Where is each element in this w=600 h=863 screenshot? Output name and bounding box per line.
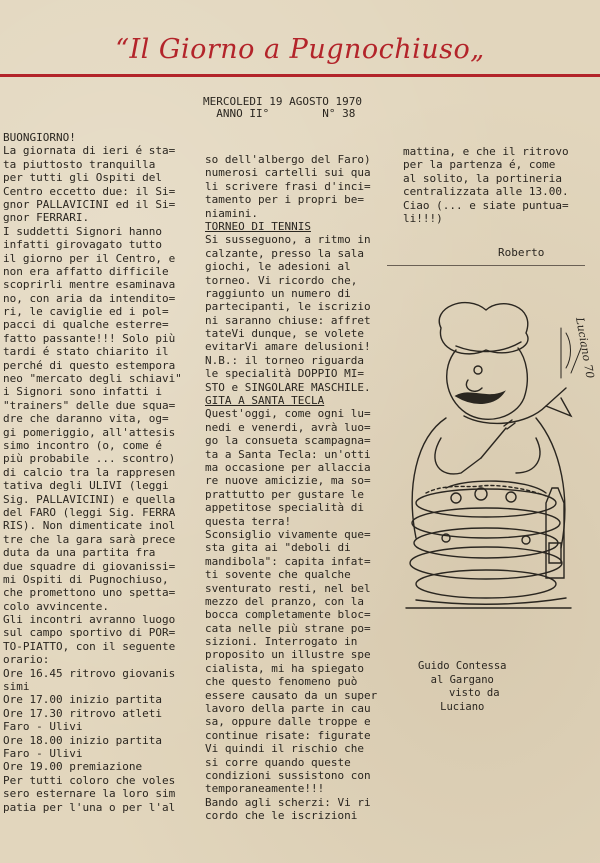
text-line: al solito, la portineria [403, 171, 562, 185]
text-line: ti sovente che qualche [205, 568, 351, 582]
text-line: go la consueta scampagna= [205, 434, 371, 448]
text-line: tardi é stato chiarito il [3, 345, 169, 359]
text-line: so dell'albergo del Faro) [205, 153, 371, 166]
text-line: dre che daranno vita, og= [3, 412, 169, 426]
text-line: due squadre di giovanissi= [3, 559, 176, 573]
text-line: li scrivere frasi d'inci= [205, 179, 371, 193]
text-line: le specialità DOPPIO MI= [205, 367, 364, 381]
text-line: La giornata di ieri é sta= [3, 144, 176, 158]
text-line: Quest'oggi, come ogni lu= [205, 407, 371, 421]
text-line: ta a Santa Tecla: un'otti [205, 447, 371, 461]
text-line: gnor PALLAVICINI ed il Si= [3, 197, 176, 211]
text-line: partecipanti, le iscrizio [205, 300, 371, 314]
dateline [203, 96, 362, 120]
text-line: Bando agli scherzi: Vi ri [205, 795, 371, 809]
text-line: RIS). Non dimenticate inol [3, 519, 176, 533]
text-line: i Signori sono infatti i [3, 385, 162, 399]
issue-date: MERCOLEDI 19 AGOSTO 1970 [203, 95, 362, 108]
text-line: sizioni. Interrogato in [205, 635, 358, 649]
text-line: di calcio tra la rappresen [3, 465, 176, 479]
text-line: continue risate: figurate [205, 728, 371, 742]
article-column-2 [205, 153, 377, 823]
text-line: cordo che le iscrizioni [205, 809, 358, 823]
text-line: il giorno per il Centro, e [3, 251, 176, 265]
text-line: tamento per i propri be= [205, 193, 364, 207]
text-line: sero esternare la loro sim [3, 787, 176, 801]
text-line: che promettono uno spetta= [3, 586, 176, 600]
text-line: più probabile ... scontro) [3, 452, 176, 466]
text-line: Sig. PALLAVICINI) e quella [3, 492, 176, 506]
text-line: neo "mercato degli schiavi" [3, 372, 182, 386]
text-line: Faro - Ulivi [3, 720, 83, 734]
text-line: per la partenza é, come [403, 158, 556, 172]
text-line: Centro eccetto due: il Si= [3, 184, 176, 198]
article-column-1 [3, 131, 182, 814]
text-line: tre che la gara sarà prece [3, 532, 176, 546]
caption-line: Guido Contessa [418, 660, 507, 672]
text-line: appetitose specialità di [205, 501, 364, 515]
text-line: temporaneamente!!! [205, 782, 325, 796]
text-line: essere causato da un super [205, 688, 378, 702]
text-line: mattina, e che il ritrovo [403, 145, 569, 158]
text-line: che questo fenomeno può [205, 675, 358, 689]
text-line: I suddetti Signori hanno [3, 224, 162, 238]
text-line: Gli incontri avranno luogo [3, 613, 176, 627]
text-line: colo avvincente. [3, 599, 109, 613]
text-line: ta piuttosto tranquilla [3, 157, 156, 171]
text-line: simi [3, 680, 30, 694]
masthead-title: “Il Giorno a Pugnochiuso„ [115, 34, 485, 65]
artist-signature: Luciano 70 [573, 316, 597, 380]
text-line: no, con aria da intendito= [3, 291, 176, 305]
text-line: BUONGIORNO! [3, 131, 76, 144]
text-line: perché di questo estempora [3, 358, 176, 372]
text-line: condizioni sussistono con [205, 768, 371, 782]
author-signature: Roberto [498, 246, 545, 259]
text-line: prattutto per gustare le [205, 487, 364, 501]
text-line: Ore 18.00 inizio partita [3, 733, 162, 747]
text-line: sul campo sportivo di POR= [3, 626, 176, 640]
text-line: ma occasione per allaccia [205, 460, 371, 474]
text-line: Per tutti coloro che voles [3, 773, 176, 787]
text-line: questa terra! [205, 514, 292, 528]
text-line: centralizzata alle 13.00. [403, 185, 569, 199]
text-line: calzante, presso la sala [205, 246, 364, 260]
text-line: cialista, mi ha spiegato [205, 661, 364, 675]
text-line: bocca completamente bloc= [205, 608, 371, 622]
cartoon-caption [418, 660, 507, 714]
caption-line: al Gargano [430, 673, 494, 686]
text-line: giochi, le adesioni al [205, 260, 351, 274]
text-line: gnor FERRARI. [3, 211, 90, 225]
text-line: re nuove amicizie, ma so= [205, 474, 371, 488]
text-line: sta gita ai "deboli di [205, 541, 351, 555]
text-line: lavoro della parte in cau [205, 702, 371, 716]
issue-year: ANNO II° [216, 107, 270, 120]
text-line: mandibola": capita infat= [205, 554, 371, 568]
text-line: proposito un illustre spe [205, 648, 371, 662]
text-line: GITA A SANTA TECLA [205, 394, 325, 408]
text-line: ni saranno chiuse: affret [205, 313, 371, 327]
issue-number: N° 38 [322, 107, 356, 120]
text-line: Si susseguono, a ritmo in [205, 233, 371, 247]
text-line: per tutti gli Ospiti del [3, 171, 162, 185]
text-line: Ore 16.45 ritrovo giovanis [3, 666, 176, 680]
caption-line: visto da [448, 687, 500, 699]
text-line: duta da una partita fra [3, 546, 156, 560]
text-line: simo incontro (o, come é [3, 438, 162, 452]
text-line: N.B.: il torneo riguarda [205, 353, 364, 367]
text-line: Sconsiglio vivamente que= [205, 527, 371, 541]
text-line: Ciao (... e siate puntua= [403, 198, 569, 212]
text-line: niamini. [205, 206, 258, 220]
text-line: tativa degli ULIVI (leggi [3, 479, 169, 493]
article-column-3 [403, 145, 569, 225]
text-line: TO-PIATTO, con il seguente [3, 639, 176, 653]
text-line: si corre quando queste [205, 755, 351, 769]
text-line: numerosi cartelli sui qua [205, 166, 371, 180]
text-line: "trainers" delle due squa= [3, 398, 176, 412]
text-line: scoprirli mentre esaminava [3, 278, 176, 292]
text-line: cata nelle più strane po= [205, 621, 371, 635]
text-line: Faro - Ulivi [3, 746, 83, 760]
text-line: non era affatto difficile [3, 264, 169, 278]
text-line: mi Ospiti di Pugnochiuso, [3, 572, 169, 586]
text-line: Ore 19.00 premiazione [3, 760, 143, 774]
text-line: Ore 17.00 inizio partita [3, 693, 162, 707]
signature-divider [387, 265, 585, 266]
text-line: evitarVi amare delusioni! [205, 340, 371, 354]
text-line: gi pomeriggio, all'attesis [3, 425, 176, 439]
text-line: fatto passante!!! Solo più [3, 331, 176, 345]
text-line: torneo. Vi ricordo che, [205, 273, 358, 287]
chef-caricature-illustration [386, 288, 597, 648]
text-line: STO e SINGOLARE MASCHILE. [205, 380, 371, 394]
text-line: li!!!) [403, 211, 443, 225]
text-line: Ore 17.30 ritrovo atleti [3, 706, 162, 720]
caption-line: Luciano [440, 700, 485, 713]
text-line: del FARO (leggi Sig. FERRA [3, 505, 176, 519]
text-line: sa, oppure dalle troppe e [205, 715, 371, 729]
masthead-rule [0, 74, 600, 77]
text-line: ri, le caviglie ed i pol= [3, 305, 169, 319]
text-line: mezzo del pranzo, con la [205, 594, 364, 608]
text-line: tateVi dunque, se volete [205, 327, 364, 341]
text-line: orario: [3, 653, 50, 667]
text-line: infatti girovagato tutto [3, 238, 162, 252]
text-line: nedi e venerdi, avrà luo= [205, 420, 371, 434]
text-line: pacci di qualche esterre= [3, 318, 169, 332]
text-line: raggiunto un numero di [205, 286, 351, 300]
text-line: patia per l'una o per l'al [3, 800, 176, 814]
text-line: TORNEO DI TENNIS [205, 219, 311, 233]
text-line: Vi quindi il rischio che [205, 742, 364, 756]
text-line: sventurato resti, nel bel [205, 581, 371, 595]
